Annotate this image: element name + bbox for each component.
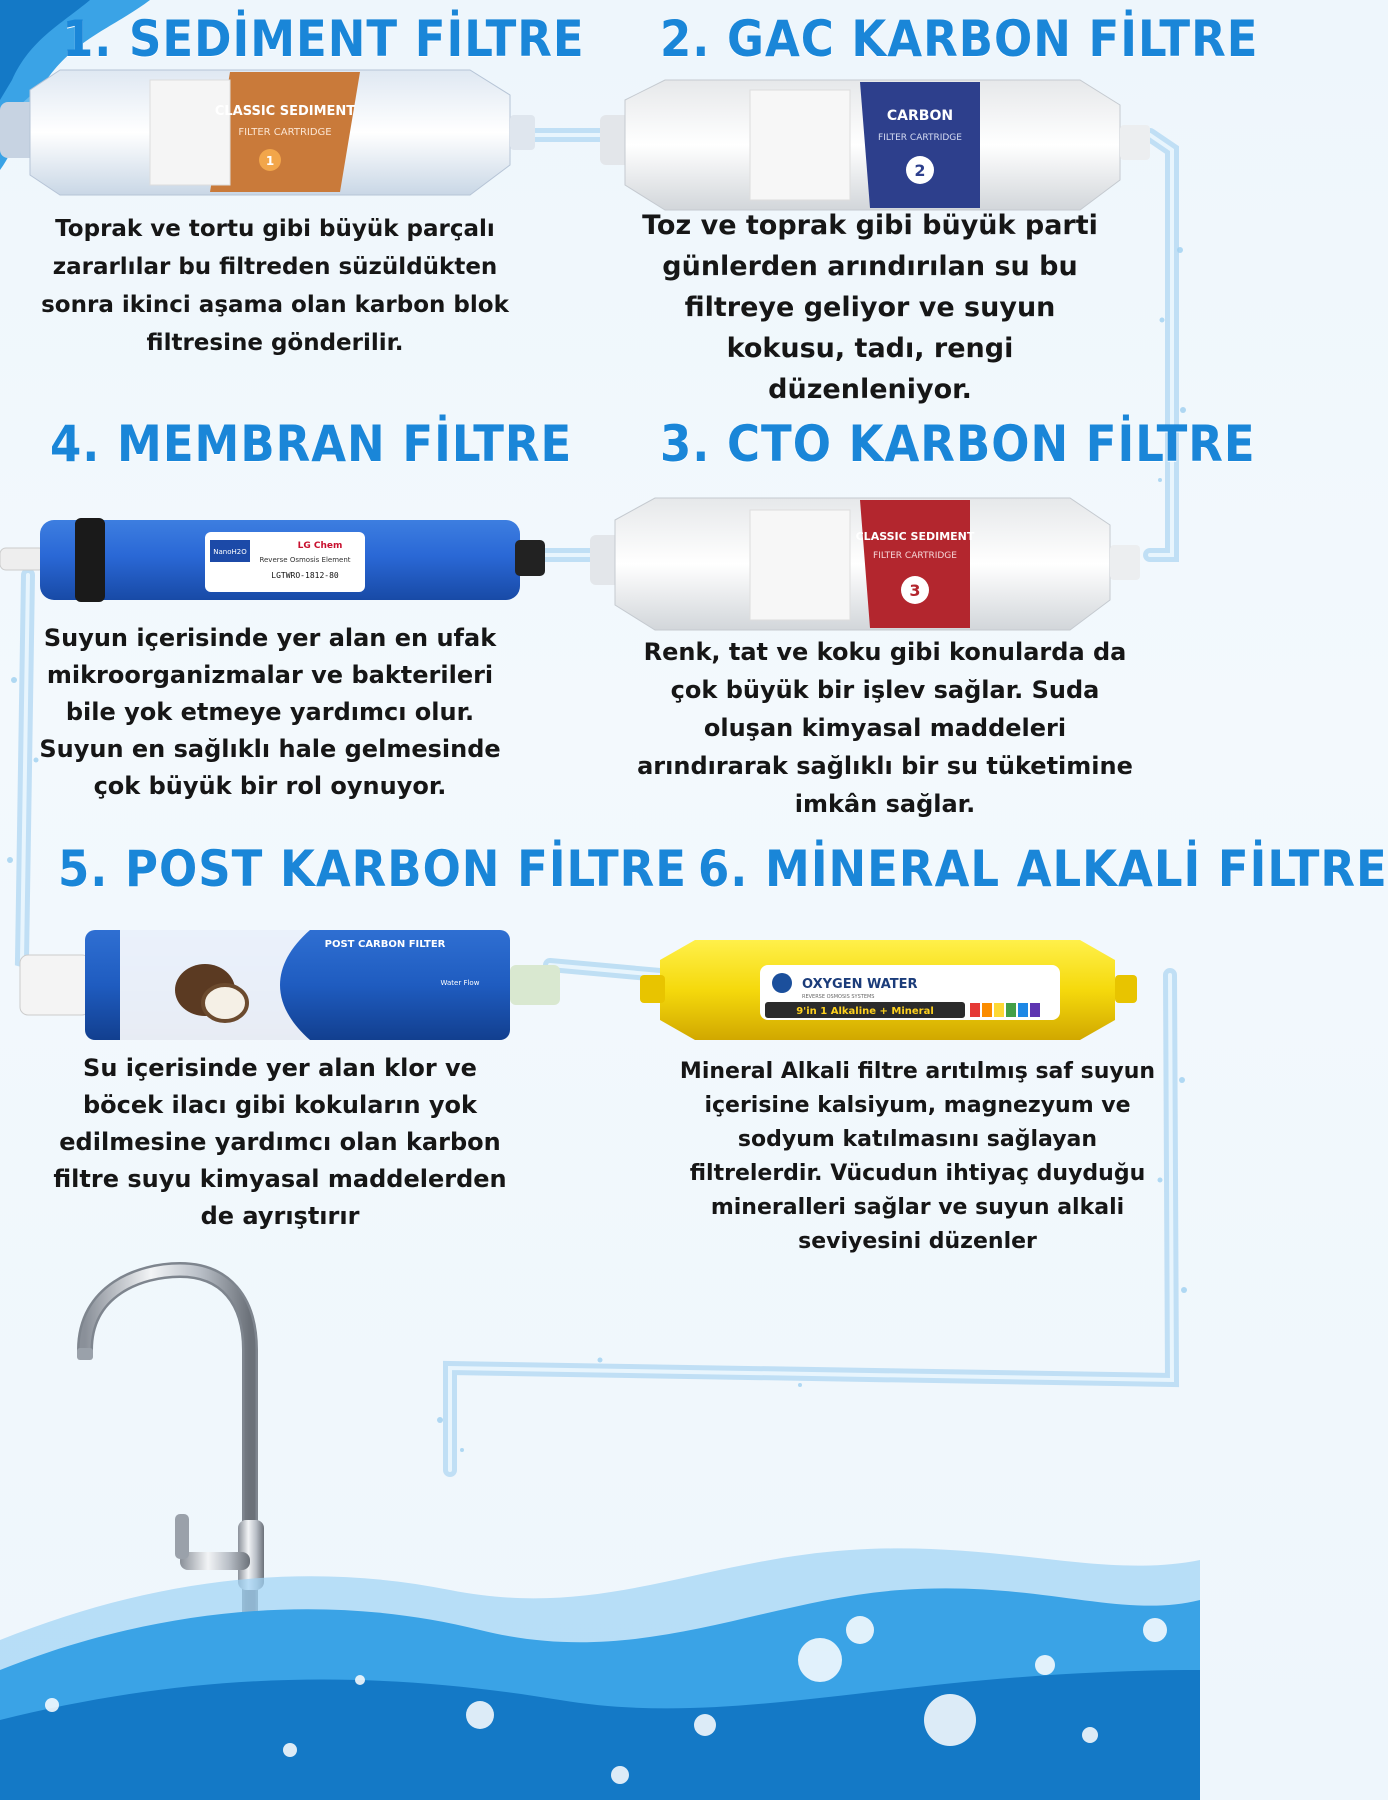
filter-description-6: Mineral Alkali filtre arıtılmış saf suyun içerisine kalsiyum, magnezyum ve sodyum katılmasını sağlayan filtrelerdir. Vücudun ihtiyaç duyduğu mineralleri sağlar ve suyun alkali seviyesini düzenler: [679, 1059, 1156, 1254]
filter-label-line: FILTER CARTRIDGE: [238, 127, 332, 138]
filter-title-3: 3. CTO KARBON FİLTRE: [660, 415, 1256, 473]
cto-carbon-filter-image: [590, 490, 1150, 640]
filter-label-line: OXYGEN WATER: [802, 977, 918, 992]
filter-title-6: 6. MİNERAL ALKALİ FİLTRE: [698, 840, 1388, 898]
filter-title-4: 4. MEMBRAN FİLTRE: [50, 415, 573, 473]
filter-description-4: Suyun içerisinde yer alan en ufak mikroorganizmalar ve bakterileri bile yok etmeye yardımcı olur. Suyun en sağlıklı hale gelmesinde çok büyük bir rol oynuyor.: [39, 624, 501, 800]
filter-label-line: LGTWRO-1812-80: [271, 571, 339, 580]
post-carbon-filter-image: [20, 925, 580, 1045]
filter-description-1: Toprak ve tortu gibi büyük parçalı zararlılar bu filtreden süzüldükten sonra ikinci aşama olan karbon blok filtresine gönderilir.: [41, 216, 509, 356]
filter-label-line: FILTER CARTRIDGE: [873, 551, 957, 561]
mineral-alkaline-filter-image: [640, 935, 1140, 1045]
filter-label-line: CLASSIC SEDIMENT: [214, 104, 356, 119]
filter-description-5: Su içerisinde yer alan klor ve böcek ilacı gibi kokuların yok edilmesine yardımcı olan karbon filtre suyu kimyasal maddelerden de ayrıştırır: [53, 1054, 507, 1230]
sediment-filter-image: [0, 60, 540, 210]
filter-label-line: CLASSIC SEDIMENT: [855, 530, 975, 543]
bottom-water-waves: [0, 1520, 1200, 1800]
filter-label-line: 9'in 1 Alkaline + Mineral: [796, 1006, 934, 1017]
gac-carbon-filter-image: [600, 70, 1160, 220]
filter-label-line: LG Chem: [297, 541, 343, 551]
filter-title-1: 1. SEDİMENT FİLTRE: [62, 10, 585, 68]
stage-badge-number: 1: [265, 154, 275, 168]
filter-label-line: FILTER CARTRIDGE: [878, 133, 962, 143]
membrane-filter-image: [0, 510, 560, 610]
filter-label-line: Reverse Osmosis Element: [259, 556, 351, 564]
filter-label-line: CARBON: [886, 108, 954, 124]
filter-label-line: Water Flow: [440, 979, 480, 987]
filter-description-3: Renk, tat ve koku gibi konularda da çok büyük bir işlev sağlar. Suda oluşan kimyasal maddeleri arındırarak sağlıklı bir su tüketimine imkân sağlar.: [637, 638, 1133, 818]
filter-label-line: REVERSE OSMOSIS SYSTEMS: [802, 994, 875, 1000]
coconut-half-icon: [203, 985, 247, 1021]
filter-title-2: 2. GAC KARBON FİLTRE: [660, 10, 1259, 68]
filter-label-line: POST CARBON FILTER: [324, 939, 446, 950]
filter-description-2: Toz ve toprak gibi büyük parti günlerden arındırılan su bu filtreye geliyor ve suyun kokusu, tadı, rengi düzenleniyor.: [642, 210, 1098, 405]
filter-title-5: 5. POST KARBON FİLTRE: [58, 840, 688, 898]
stage-badge-number: 3: [909, 581, 921, 600]
oxygen-water-logo-icon: [772, 973, 792, 993]
stage-badge-number: 2: [914, 161, 926, 180]
membrane-brand-badge: NanoH2O: [213, 548, 247, 556]
